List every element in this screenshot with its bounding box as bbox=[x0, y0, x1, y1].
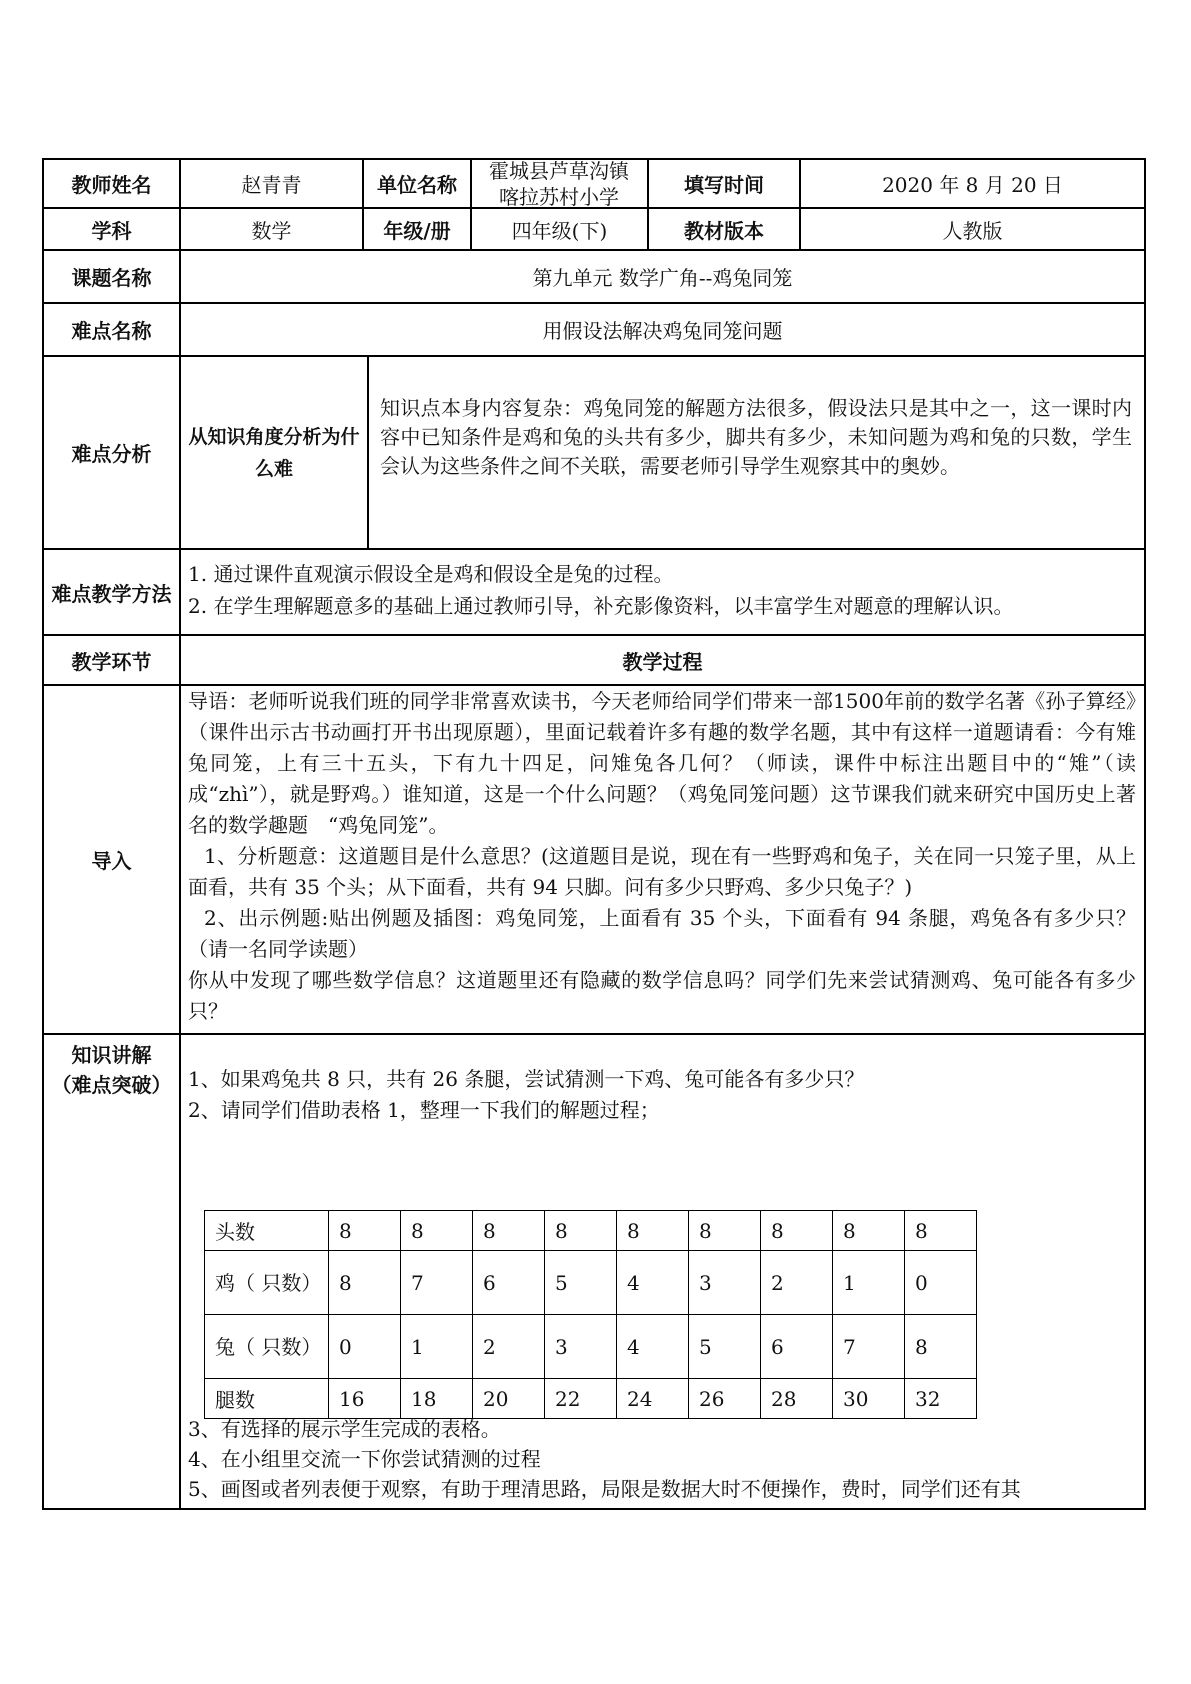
table-cell: 0 bbox=[329, 1315, 401, 1379]
table-cell: 4 bbox=[617, 1251, 689, 1315]
table-row bbox=[205, 1315, 977, 1379]
table-cell: 4 bbox=[617, 1315, 689, 1379]
table-cell: 8 bbox=[473, 1211, 545, 1251]
row-divider bbox=[42, 1033, 1146, 1035]
table-cell: 8 bbox=[905, 1211, 977, 1251]
table-cell: 1 bbox=[833, 1251, 905, 1315]
intro-paragraph: 导语：老师听说我们班的同学非常喜欢读书，今天老师给同学们带来一部1500年前的数学名著《孙子算经》（课件出示古书动画打开书出现原题），里面记载着许多有趣的数学名题，其中有这样一道题请看：今有雉兔同笼，上有三十五头，下有九十四足，问雉兔各几何？（师读，课件中标注出题目中的“雉”（读成“zhì”），就是野鸡。）谁知道，这是一个什么问题？（鸡兔同笼问题）这节课我们就来研究中国历史上著名的数学趣题 “鸡兔同笼”。 bbox=[188, 689, 1136, 837]
unit-name-label: 单位名称 bbox=[377, 173, 457, 197]
teacher-name-value: 赵青青 bbox=[241, 173, 302, 197]
edition-value: 人教版 bbox=[942, 218, 1003, 243]
table-cell: 8 bbox=[329, 1251, 401, 1315]
table-cell: 8 bbox=[689, 1211, 761, 1251]
knowledge-step: 5、画图或者列表便于观察，有助于理清思路，局限是数据大时不便操作，费时，同学们还有其 bbox=[188, 1477, 1021, 1501]
difficulty-label: 难点名称 bbox=[71, 319, 152, 343]
table-cell: 32 bbox=[905, 1379, 977, 1419]
knowledge-steps-bottom bbox=[188, 1414, 1138, 1504]
knowledge-step: 3、有选择的展示学生完成的表格。 bbox=[188, 1417, 501, 1441]
difficulty-value: 用假设法解决鸡兔同笼问题 bbox=[542, 319, 783, 343]
row-divider bbox=[42, 548, 1146, 550]
grade-label: 年级/册 bbox=[383, 218, 451, 243]
table-cell: 20 bbox=[473, 1379, 545, 1419]
col-divider bbox=[367, 355, 369, 548]
table-cell: 7 bbox=[401, 1251, 473, 1315]
table-cell: 24 bbox=[617, 1379, 689, 1419]
table-row bbox=[205, 1251, 977, 1315]
table-cell: 8 bbox=[761, 1211, 833, 1251]
table-cell: 3 bbox=[689, 1251, 761, 1315]
table-cell: 5 bbox=[545, 1251, 617, 1315]
table-row bbox=[205, 1211, 977, 1251]
subject-value: 数学 bbox=[251, 218, 292, 243]
table-cell: 8 bbox=[617, 1211, 689, 1251]
table-cell: 26 bbox=[689, 1379, 761, 1419]
table-cell: 28 bbox=[761, 1379, 833, 1419]
table-cell: 8 bbox=[329, 1211, 401, 1251]
table-cell: 7 bbox=[833, 1315, 905, 1379]
table-cell: 6 bbox=[473, 1251, 545, 1315]
edition-label: 教材版本 bbox=[684, 218, 764, 243]
table-cell: 8 bbox=[833, 1211, 905, 1251]
table-row-head bbox=[205, 1251, 329, 1315]
topic-label: 课题名称 bbox=[71, 266, 152, 290]
table-row-head bbox=[205, 1315, 329, 1379]
table-cell: 18 bbox=[401, 1379, 473, 1419]
unit-name-value: 霍城县芦草沟镇喀拉苏村小学 bbox=[489, 158, 629, 209]
knowledge-step: 4、在小组里交流一下你尝试猜测的过程 bbox=[188, 1447, 541, 1471]
table-cell: 8 bbox=[545, 1211, 617, 1251]
fill-date-label: 填写时间 bbox=[684, 173, 764, 197]
table-row-head: 头数 bbox=[205, 1211, 329, 1251]
intro-label: 导入 bbox=[91, 849, 132, 873]
table-cell: 8 bbox=[401, 1211, 473, 1251]
table-cell: 0 bbox=[905, 1251, 977, 1315]
grade-value: 四年级(下) bbox=[511, 218, 608, 243]
method-item: 2. 在学生理解题意多的基础上通过教师引导，补充影像资料，以丰富学生对题意的理解认识。 bbox=[188, 594, 1014, 618]
table-cell: 5 bbox=[689, 1315, 761, 1379]
analysis-label: 难点分析 bbox=[71, 442, 152, 466]
intro-paragraph: 2、出示例题:贴出例题及插图：鸡兔同笼，上面看有 35 个头，下面看有 94 条腿，鸡兔各有多少只？（请一名同学读题） bbox=[188, 906, 1136, 961]
table-row-head-text: 鸡（ 只数） bbox=[215, 1270, 322, 1295]
table-cell: 22 bbox=[545, 1379, 617, 1419]
topic-value: 第九单元 数学广角--鸡兔同笼 bbox=[532, 266, 793, 290]
method-item: 1. 通过课件直观演示假设全是鸡和假设全是兔的过程。 bbox=[188, 562, 674, 586]
knowledge-step: 2、请同学们借助表格 1，整理一下我们的解题过程； bbox=[188, 1098, 660, 1122]
table-cell: 1 bbox=[401, 1315, 473, 1379]
knowledge-label-line1: 知识讲解 bbox=[71, 1043, 152, 1067]
table-cell: 8 bbox=[905, 1315, 977, 1379]
method-label: 难点教学方法 bbox=[51, 581, 172, 606]
table-cell: 16 bbox=[329, 1379, 401, 1419]
table-cell: 30 bbox=[833, 1379, 905, 1419]
intro-text bbox=[188, 686, 1136, 1027]
guess-table bbox=[204, 1210, 977, 1419]
knowledge-steps-top bbox=[188, 1064, 1138, 1126]
intro-paragraph: 你从中发现了哪些数学信息？这道题里还有隐藏的数学信息吗？同学们先来尝试猜测鸡、兔可能各有多少只？ bbox=[188, 968, 1136, 1023]
method-list bbox=[188, 558, 1138, 622]
table-row-head-text: 兔（ 只数） bbox=[215, 1334, 322, 1359]
subject-label: 学科 bbox=[91, 218, 132, 243]
table-row-head: 腿数 bbox=[205, 1379, 329, 1419]
process-header-label: 教学过程 bbox=[622, 649, 703, 674]
knowledge-label-line2: （难点突破） bbox=[51, 1073, 172, 1097]
fill-date-value: 2020 年 8 月 20 日 bbox=[882, 173, 1063, 197]
teacher-name-label: 教师姓名 bbox=[71, 173, 152, 197]
analysis-text: 知识点本身内容复杂：鸡兔同笼的解题方法很多，假设法只是其中之一，这一课时内容中已知条件是鸡和兔的头共有多少，脚共有多少，未知问题为鸡和兔的只数，学生会认为这些条件之间不关联，需要老师引导学生观察其中的奥妙。 bbox=[380, 396, 1132, 478]
intro-paragraph: 1、分析题意：这道题目是什么意思？(这道题目是说，现在有一些野鸡和兔子，关在同一只笼子里，从上面看，共有 35 个头；从下面看，共有 94 只脚。问有多少只野鸡、多少只兔子？) bbox=[188, 844, 1136, 899]
analysis-sub-label: 从知识角度分析为什么难 bbox=[188, 425, 360, 480]
col-divider bbox=[179, 158, 181, 1510]
knowledge-label bbox=[44, 1040, 179, 1100]
table-cell: 2 bbox=[761, 1251, 833, 1315]
stage-header-label: 教学环节 bbox=[71, 649, 152, 674]
table-row bbox=[205, 1379, 977, 1419]
table-cell: 3 bbox=[545, 1315, 617, 1379]
table-cell: 2 bbox=[473, 1315, 545, 1379]
table-cell: 6 bbox=[761, 1315, 833, 1379]
knowledge-step: 1、如果鸡兔共 8 只，共有 26 条腿，尝试猜测一下鸡、兔可能各有多少只？ bbox=[188, 1067, 865, 1091]
